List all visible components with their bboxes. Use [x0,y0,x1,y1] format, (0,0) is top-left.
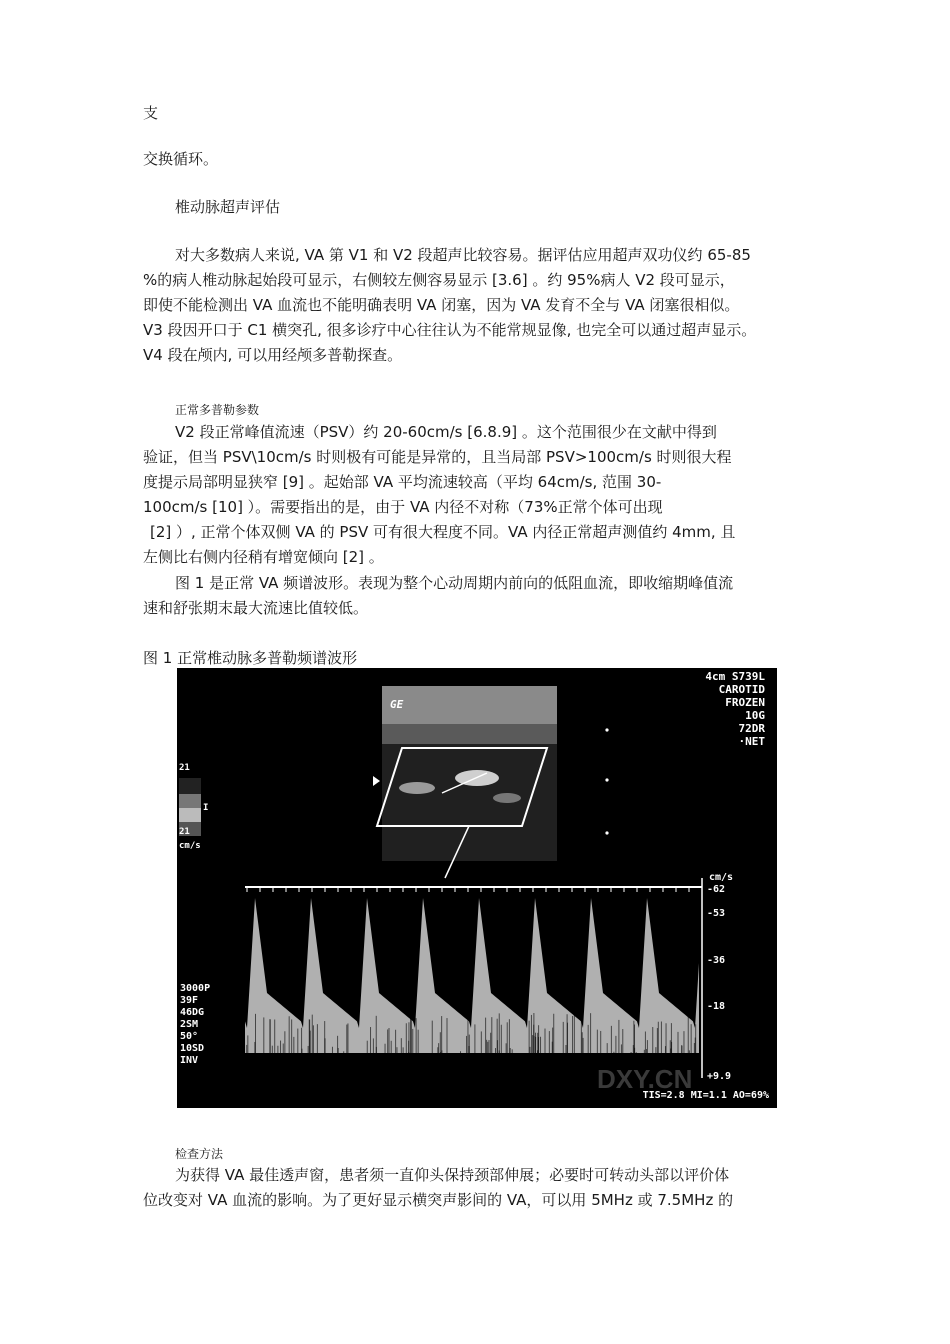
paragraph-line: 100cm/s [10] ）。需要指出的是，由于 VA 内径不对称（73%正常个体可出现 [143,498,663,516]
color-bar-label: I [203,803,209,813]
color-bar-label: cm/s [179,841,201,851]
paragraph-line: 度提示局部明显狭窄 [9] 。起始部 VA 平均流速较高（平均 64cm/s, 范围 30- [143,473,662,491]
scale-label: -36 [707,955,726,966]
paragraph-line: 左侧比右侧内径稍有增宽倾向 [2] 。 [143,548,384,566]
paragraph-line: [2] ）, 正常个体双侧 VA 的 PSV 可有很大程度不同。VA 内径正常超声测值约 4mm, 且 [150,523,736,541]
info-line: 72DR [738,722,765,735]
bottom-status: TIS=2.8 MI=1.1 AO=69% [642,1090,769,1101]
watermark: DXY.CN [597,1064,693,1094]
paragraph-line: 速和舒张期末最大流速比值较低。 [143,599,369,617]
param-line: INV [180,1055,199,1066]
paragraph-line: V2 段正常峰值流速（PSV）约 20-60cm/s [6.8.9] 。这个范围很少在文献中得到 [175,423,717,441]
scale-label: -18 [707,1001,726,1012]
b-mode-image [373,686,557,878]
param-line: 3000P [180,983,211,994]
section-heading: 检查方法 [175,1147,224,1161]
paragraph-line: 对大多数病人来说, VA 第 V1 和 V2 段超声比较容易。据评估应用超声双功仪约 65-85 [175,246,751,264]
section-heading: 正常多普勒参数 [175,403,260,417]
info-line: ·NET [738,735,765,748]
paragraph-line: 即使不能检测出 VA 血流也不能明确表明 VA 闭塞，因为 VA 发育不全与 VA 闭塞很相似。 [143,296,740,314]
figure-caption: 图 1 正常椎动脉多普勒频谱波形 [143,649,358,667]
scale-unit: cm/s [709,872,734,883]
paragraph-line: %的病人椎动脉起始段可显示，右侧较左侧容易显示 [3.6] 。约 95%病人 V2 段可显示， [143,271,735,289]
text-fragment: 支 [143,104,159,122]
doppler-image [177,668,777,1108]
color-bar-label: 21 [179,763,190,773]
info-line: 4cm S739L [705,670,765,683]
paragraph-line: 位改变对 VA 血流的影响。为了更好显示横突声影间的 VA，可以用 5MHz 或 7.5MHz 的 [143,1191,734,1209]
scale-label: -62 [707,884,726,895]
text-line: 交换循环。 [143,150,219,168]
param-line: 2SM [180,1019,199,1030]
paragraph-line: 验证，但当 PSV\10cm/s 时则极有可能是异常的，且当局部 PSV>100cm/s 时则很大程 [143,448,732,466]
info-line: 10G [745,709,765,722]
color-bar-label: 21 [179,827,190,837]
info-line: FROZEN [725,696,765,709]
paragraph-line: V3 段因开口于 C1 横突孔, 很多诊疗中心往往认为不能常规显像, 也完全可以通过超声显示。 [143,321,757,339]
paragraph-line: 图 1 是正常 VA 频谱波形。表现为整个心动周期内前向的低阻血流，即收缩期峰值流 [175,574,734,592]
doppler-ultrasound-figure [177,668,777,1108]
param-line: 10SD [180,1043,205,1054]
paragraph-line: 为获得 VA 最佳透声窗，患者须一直仰头保持颈部伸展；必要时可转动头部以评价体 [175,1166,730,1184]
param-line: 46DG [180,1007,205,1018]
section-heading: 椎动脉超声评估 [175,198,281,216]
scale-label: +9.9 [707,1071,732,1082]
param-line: 39F [180,995,199,1006]
ge-logo: GE [390,698,404,711]
paragraph-line: V4 段在颅内, 可以用经颅多普勒探查。 [143,346,403,364]
param-line: 50° [180,1031,199,1042]
scale-label: -53 [707,908,726,919]
info-line: CAROTID [718,683,765,696]
